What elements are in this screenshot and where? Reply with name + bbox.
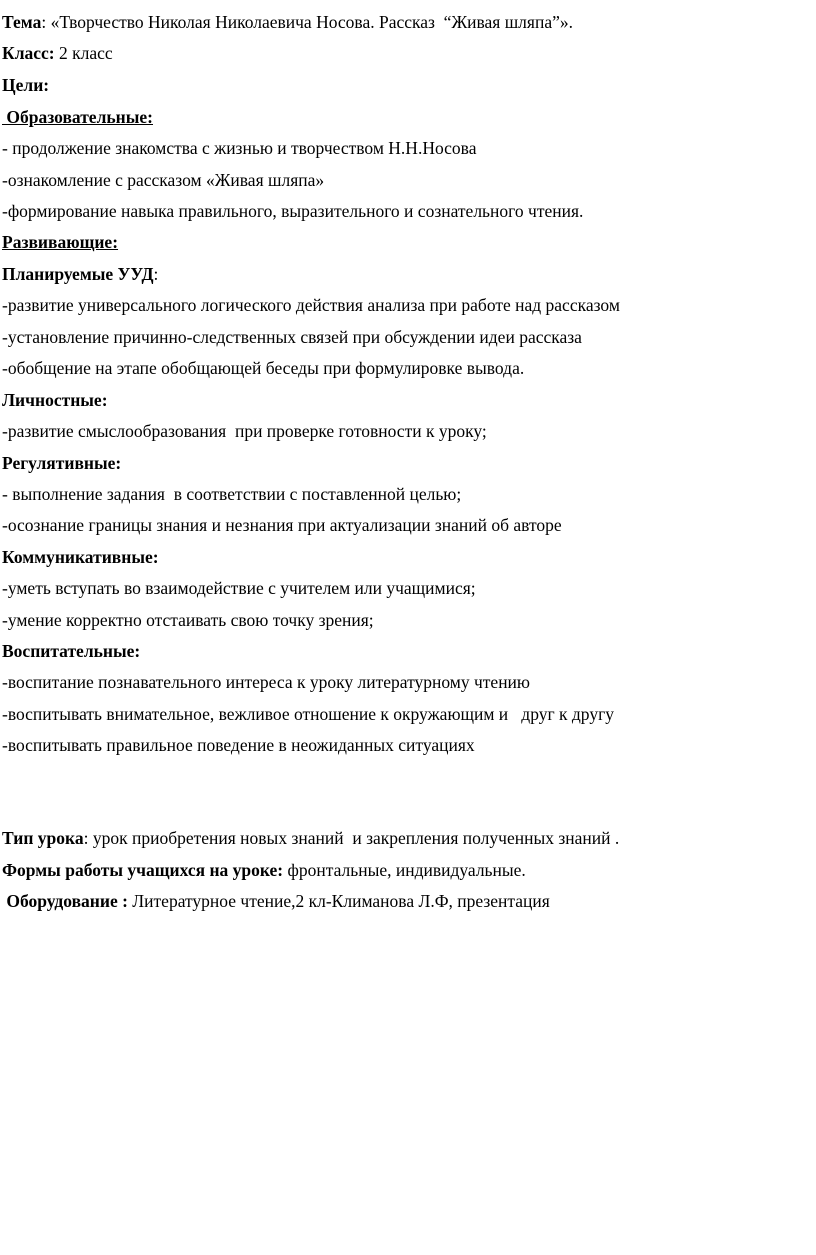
upbringing-item: -воспитывать внимательное, вежливое отношение к окружающим и друг к другу <box>2 704 614 724</box>
educational-item: -ознакомление с рассказом «Живая шляпа» <box>2 170 325 190</box>
communicative-item: -умение корректно отстаивать свою точку зрения; <box>2 610 374 630</box>
planned-uud-item: -установление причинно-следственных связей при обсуждении идеи рассказа <box>2 327 582 347</box>
planned-uud-item: -обобщение на этапе обобщающей беседы при формулировке вывода. <box>2 358 525 378</box>
personal-item: -развитие смыслообразования при проверке готовности к уроку; <box>2 421 487 441</box>
equipment-value: Литературное чтение,2 кл-Климанова Л.Ф, презентация <box>127 891 550 911</box>
grade-value: 2 класс <box>54 43 113 63</box>
work-forms-value: фронтальные, индивидуальные. <box>283 860 526 880</box>
grade-line <box>2 42 113 64</box>
communicative-heading: Коммуникативные: <box>2 547 159 567</box>
planned-uud-item: -развитие универсального логического действия анализа при работе над рассказом <box>2 295 620 315</box>
lesson-type-line <box>2 827 619 849</box>
planned-uud-label: Планируемые УУД <box>2 264 154 284</box>
goals-heading: Цели: <box>2 75 50 95</box>
topic-label: Тема <box>2 12 42 32</box>
regulatory-item: -осознание границы знания и незнания при актуализации знаний об авторе <box>2 515 562 535</box>
developing-heading: Развивающие: <box>2 232 119 252</box>
educational-item: -формирование навыка правильного, выразительного и сознательного чтения. <box>2 201 584 221</box>
equipment-label: Оборудование : <box>2 891 128 911</box>
equipment-line <box>2 890 550 912</box>
planned-uud-separator: : <box>153 264 159 284</box>
communicative-item: -уметь вступать во взаимодействие с учителем или учащимися; <box>2 578 476 598</box>
regulatory-heading: Регулятивные: <box>2 453 122 473</box>
topic-separator: : <box>41 12 51 32</box>
upbringing-heading: Воспитательные: <box>2 641 141 661</box>
educational-item: - продолжение знакомства с жизнью и творчеством Н.Н.Носова <box>2 138 477 158</box>
upbringing-item: -воспитание познавательного интереса к уроку литературному чтению <box>2 672 530 692</box>
regulatory-item: - выполнение задания в соответствии с поставленной целью; <box>2 484 462 504</box>
lesson-type-label: Тип урока <box>2 828 84 848</box>
planned-uud-line <box>2 263 158 285</box>
grade-label: Класс: <box>2 43 55 63</box>
topic-value: «Творчество Николая Николаевича Носова. Рассказ “Живая шляпа”». <box>50 12 573 32</box>
topic-line <box>2 11 573 33</box>
personal-heading: Личностные: <box>2 390 108 410</box>
work-forms-line <box>2 859 526 881</box>
work-forms-label: Формы работы учащихся на уроке: <box>2 860 284 880</box>
educational-heading: Образовательные: <box>2 107 153 127</box>
upbringing-item: -воспитывать правильное поведение в неожиданных ситуациях <box>2 735 475 755</box>
lesson-type-value: : урок приобретения новых знаний и закрепления полученных знаний . <box>83 828 620 848</box>
